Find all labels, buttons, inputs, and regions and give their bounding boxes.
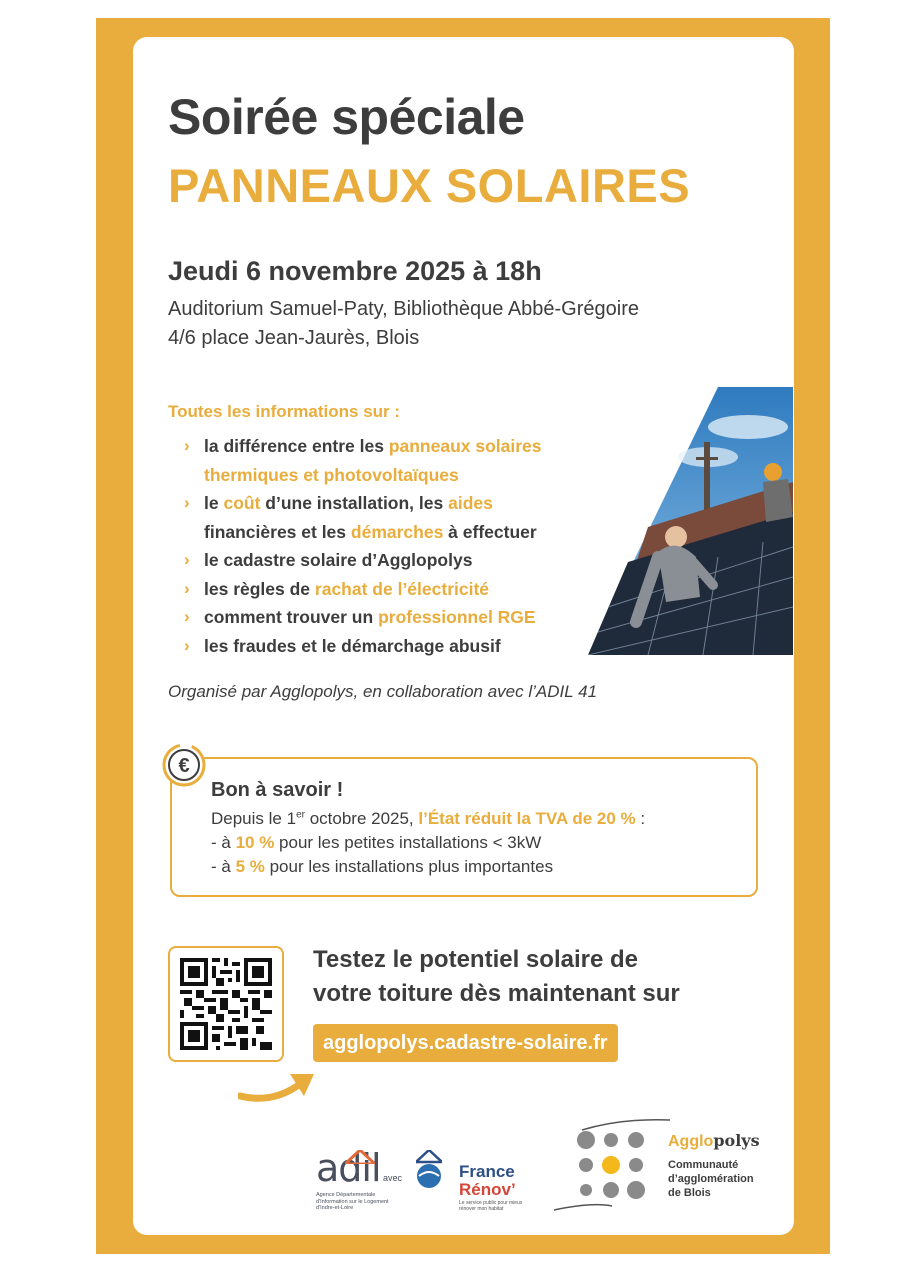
list-item: › les règles de rachat de l’électricité <box>184 575 584 604</box>
event-date: Jeudi 6 novembre 2025 à 18h <box>168 256 542 286</box>
chevron-icon: › <box>184 493 190 512</box>
bon-title: Bon à savoir ! <box>211 779 344 801</box>
info-list <box>184 432 584 660</box>
agglopolys-subtitle: Communauté d’agglomération de Blois <box>668 1159 754 1199</box>
bon-line-3: - à 5 % pour les installations plus importantes <box>211 857 554 876</box>
france-renov-name-2: Rénov’ <box>459 1180 516 1199</box>
list-item: › les fraudes et le démarchage abusif <box>184 632 584 661</box>
test-line-2: votre toiture dès maintenant sur <box>313 980 680 1007</box>
list-item: › la différence entre les panneaux solaires thermiques et photovoltaïques <box>184 432 584 489</box>
svg-text:€: € <box>178 755 190 777</box>
agglopolys-logo-icon <box>552 1114 672 1214</box>
title-line-1: Soirée spéciale <box>168 89 525 145</box>
chevron-icon: › <box>184 550 190 569</box>
solar-installers-photo <box>588 387 793 655</box>
agglopolys-name: Agglopolys <box>668 1131 760 1150</box>
info-title: Toutes les informations sur : <box>168 402 401 421</box>
title-line-2: PANNEAUX SOLAIRES <box>168 159 691 212</box>
chevron-icon: › <box>184 607 190 626</box>
chevron-icon: › <box>184 635 190 655</box>
france-renov-logo-icon <box>416 1150 442 1192</box>
qr-code[interactable] <box>180 958 272 1050</box>
chevron-icon: › <box>184 578 190 598</box>
organised-by: Organisé par Agglopolys, en collaboration avec l’ADIL 41 <box>168 682 598 701</box>
cadastre-url-link[interactable]: agglopolys.cadastre-solaire.fr <box>313 1024 618 1062</box>
adil-logo: adil <box>316 1146 381 1190</box>
list-item: › le cadastre solaire d’Agglopolys <box>184 546 584 575</box>
test-line-1: Testez le potentiel solaire de <box>313 946 638 973</box>
chevron-icon: › <box>184 436 190 455</box>
arrow-icon <box>238 1066 316 1106</box>
bon-line-1: Depuis le 1er octobre 2025, l’État réduit la TVA de 20 % : <box>211 809 646 828</box>
avec-label: avec <box>383 1173 403 1183</box>
adil-subtitle: Agence Départementale d'Information sur le Logement d'Indre-et-Loire <box>316 1192 389 1211</box>
list-item: › comment trouver un professionnel RGE <box>184 603 584 632</box>
address-line-2: 4/6 place Jean-Jaurès, Blois <box>168 327 420 349</box>
list-item: › le coût d’une installation, les aides financières et les démarches à effectuer <box>184 489 584 546</box>
euro-icon <box>161 742 207 788</box>
france-renov-subtitle: Le service public pour mieux rénover mon habitat <box>459 1200 523 1212</box>
adil-roof-icon <box>345 1150 375 1164</box>
bon-line-2: - à 10 % pour les petites installations < 3kW <box>211 833 542 852</box>
france-renov-name-1: France <box>459 1162 515 1181</box>
address-line-1: Auditorium Samuel-Paty, Bibliothèque Abbé-Grégoire <box>168 298 639 320</box>
